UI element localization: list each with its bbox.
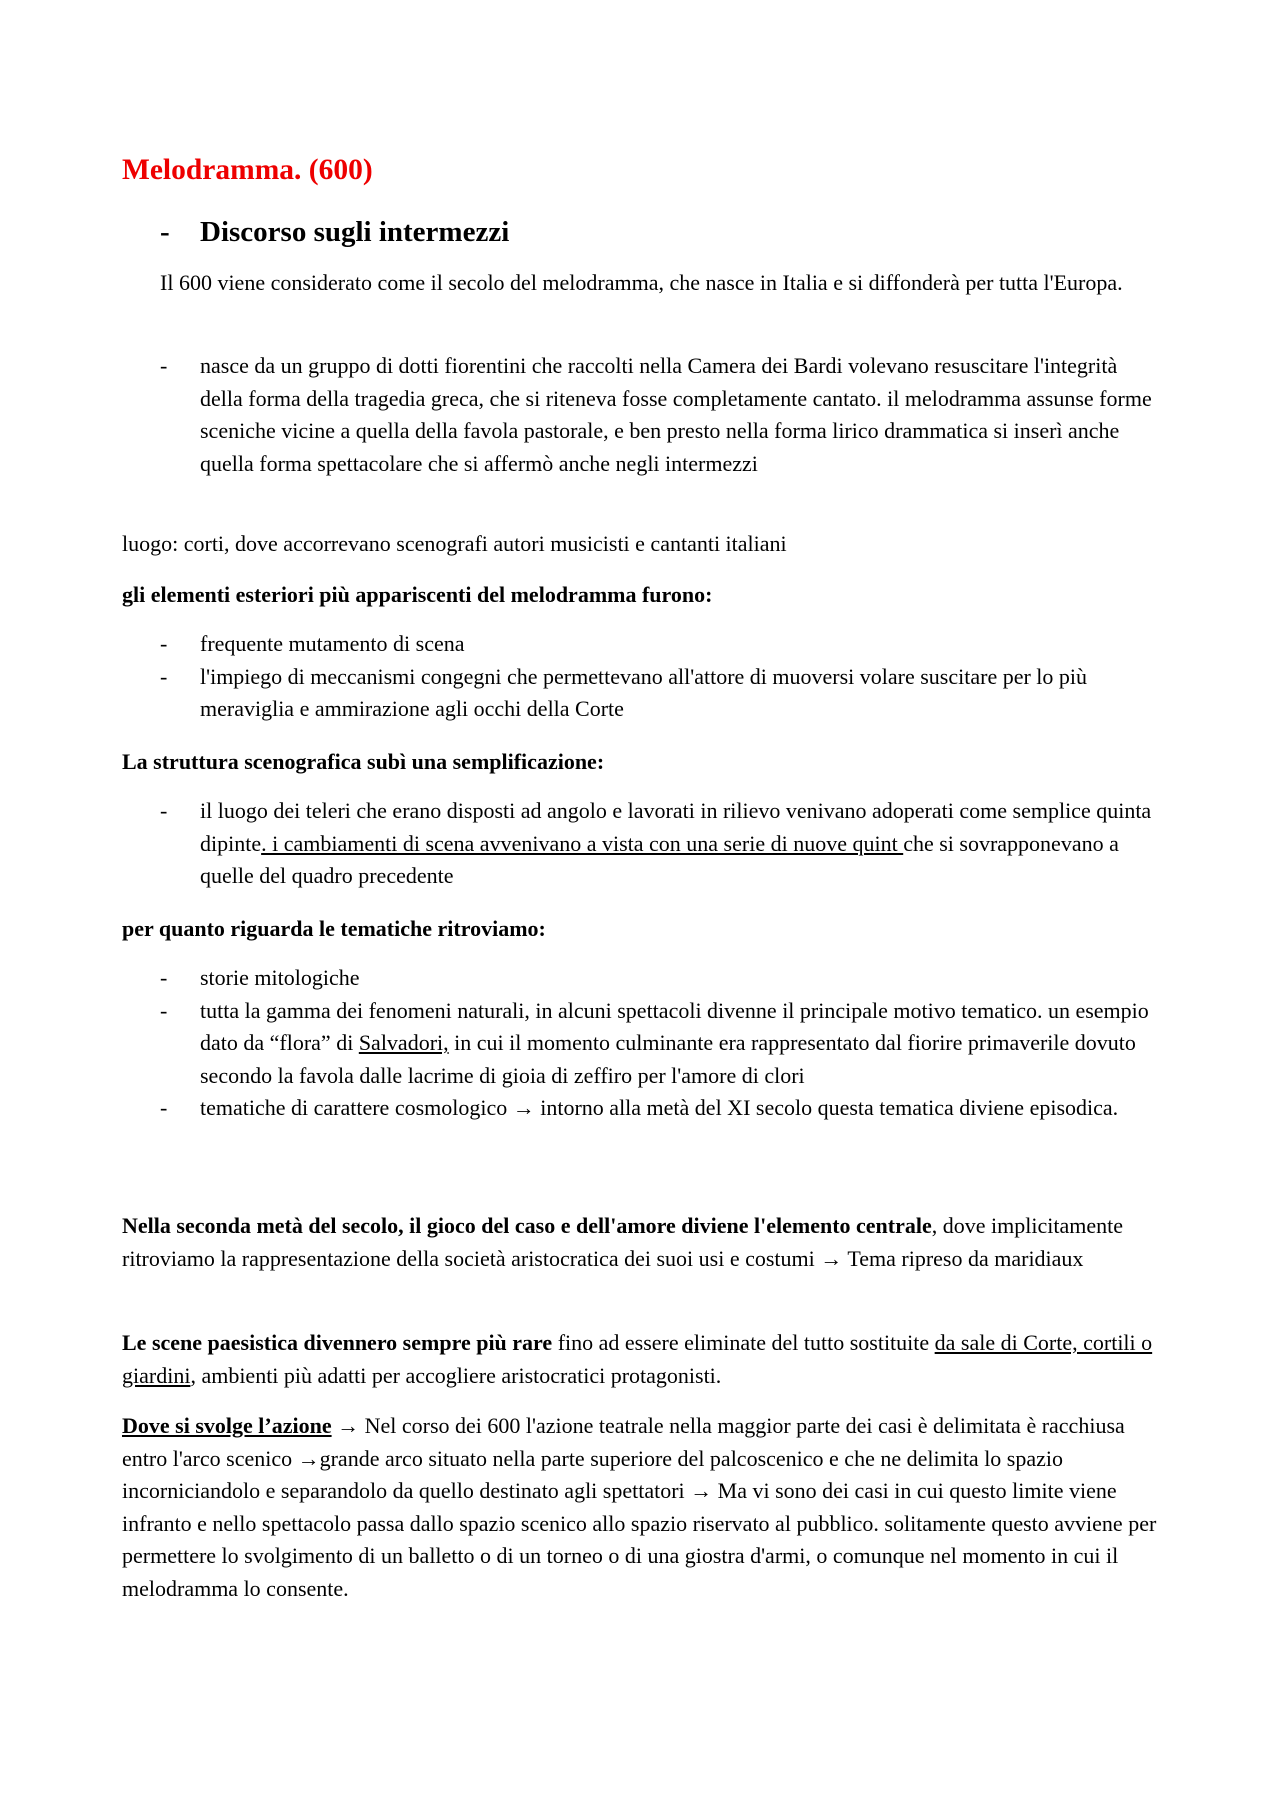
seconda-meta-paragraph: Nella seconda metà del secolo, il gioco del caso e dell'amore diviene l'elemento centrale, dove implicitamente ritroviamo la rappresentazione della società aristocratica dei suoi usi e costumi → Tema ripreso da maridiaux — [122, 1213, 1123, 1271]
elements-heading: gli elementi esteriori più appariscenti del melodramma furono: — [122, 582, 713, 607]
scene-paesistica-paragraph: Le scene paesistica divennero sempre più rare fino ad essere eliminate del tutto sostituite da sale di Corte, cortili o giardini, ambienti più adatti per accogliere aristocratici protagonisti. — [122, 1330, 1153, 1388]
luogo-paragraph: luogo: corti, dove accorrevano scenografi autori musicisti e cantanti italiani — [122, 531, 787, 556]
struttura-heading: La struttura scenografica subì una semplificazione: — [122, 749, 605, 774]
struttura-list — [160, 795, 1162, 893]
underlined-text: . i cambiamenti di scena avvenivano a vista con una serie di nuove quint — [261, 830, 904, 856]
section-subtitle — [160, 212, 509, 252]
list-item: - nasce da un gruppo di dotti fiorentini che raccolti nella Camera dei Bardi volevano resuscitare l'integrità della forma della tragedia greca, che si riteneva fosse completamente cantato. il melodramma assunse forme sceniche vicine a quella della favola pastorale, e ben presto nella forma lirico drammatica si inserì anche quella forma spettacolare che si affermò anche negli intermezzi — [160, 353, 1152, 476]
list-item: - storie mitologiche — [160, 965, 360, 990]
salvadori-link: Salvadori, — [358, 1030, 449, 1056]
list-item: - tematiche di carattere cosmologico → intorno alla metà del XI secolo questa tematica diviene episodica. — [160, 1095, 1119, 1121]
list-item: - l'impiego di meccanismi congegni che permettevano all'attore di muoversi volare suscitare per lo più meraviglia e ammirazione agli occhi della Corte — [160, 663, 1088, 722]
intro-paragraph: Il 600 viene considerato come il secolo del melodramma, che nasce in Italia e si diffonderà per tutta l'Europa. — [160, 270, 1123, 295]
subtitle-dash: - — [160, 216, 170, 248]
list-item: - frequente mutamento di scena — [160, 631, 465, 656]
list-item: - tutta la gamma dei fenomeni naturali, in alcuni spettacoli divenne il principale motivo tematico. un esempio dato da “flora” di Salvadori, in cui il momento culminante era rappresentato dal fiorire primaverile dovuto secondo la favola dalle lacrime di gioia di zeffiro per l'amore di clori — [160, 997, 1149, 1088]
origin-list — [160, 350, 1162, 480]
tematiche-heading: per quanto riguarda le tematiche ritroviamo: — [122, 916, 546, 941]
tematiche-list — [160, 962, 1162, 1125]
origin-text: nasce da un gruppo di dotti fiorentini che raccolti nella Camera dei Bardi volevano resuscitare l'integrità della forma della tragedia greca, che si riteneva fosse completamente cantato. il melodramma assunse forme sceniche vicine a quella della favola pastorale, e ben presto nella forma lirico drammatica si inserì anche quella forma spettacolare che si affermò anche negli intermezzi — [200, 353, 1152, 476]
underlined-text: da sale di Corte, cortili o giardini — [122, 1330, 1153, 1388]
list-item: - il luogo dei teleri che erano disposti ad angolo e lavorati in rilievo venivano adoperati come semplice quinta dipinte. i cambiamenti di scena avvenivano a vista con una serie di nuove quint che si sovrapponevano a quelle del quadro precedente — [160, 798, 1152, 889]
azione-heading: Dove si svolge l’azione — [122, 1413, 332, 1438]
subtitle-text: Discorso sugli intermezzi — [200, 216, 510, 248]
elements-list — [160, 628, 1162, 726]
page-title: Melodramma. (600) — [122, 154, 373, 186]
azione-paragraph: Dove si svolge l’azione → Nel corso dei 600 l'azione teatrale nella maggior parte dei casi è delimitata è racchiusa entro l'arco scenico →grande arco situato nella parte superiore del palcoscenico e che ne delimita lo spazio incorniciandolo e separandolo da quello destinato agli spettatori → Ma vi sono dei casi in cui questo limite viene infranto e nello spettacolo passa dallo spazio scenico allo spazio riservato al pubblico. solitamente questo avviene per permettere lo svolgimento di un balletto o di un torneo o di una giostra d'armi, o comunque nel momento in cui il melodramma lo consente. — [122, 1413, 1157, 1601]
